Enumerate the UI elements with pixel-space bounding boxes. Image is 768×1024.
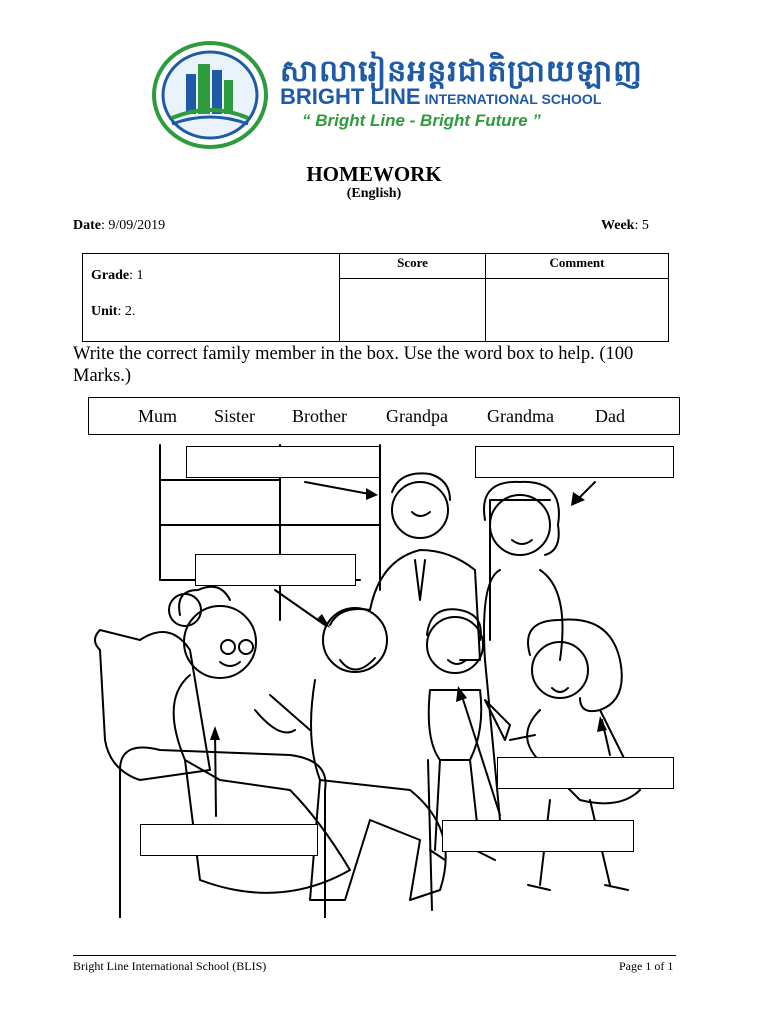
answer-box-mum[interactable] xyxy=(475,446,674,478)
date-line xyxy=(73,218,165,234)
grade-line xyxy=(91,268,144,284)
unit-label: Unit xyxy=(91,304,118,319)
unit-value: : 2. xyxy=(117,304,136,319)
grade-label: Grade xyxy=(91,268,130,283)
footer-page-number: Page 1 of 1 xyxy=(619,959,674,973)
family-illustration xyxy=(80,440,700,918)
school-motto: “ Bright Line - Bright Future ” xyxy=(302,111,541,130)
word-dad: Dad xyxy=(595,406,625,426)
unit-line xyxy=(91,304,135,320)
date-value: : 9/09/2019 xyxy=(101,218,166,233)
week-label: Week xyxy=(601,218,635,233)
answer-box-brother[interactable] xyxy=(442,820,634,852)
score-header: Score xyxy=(340,254,485,279)
page-subtitle: (English) xyxy=(346,186,402,201)
score-column xyxy=(340,254,486,341)
comment-column xyxy=(486,254,668,341)
school-logo xyxy=(150,40,270,150)
word-grandma: Grandma xyxy=(487,406,554,426)
instruction-text: Write the correct family member in the box. Use the word box to help. (100 Marks.) xyxy=(73,344,634,386)
school-name-main: BRIGHT LINE xyxy=(280,84,421,109)
school-name-khmer: សាលារៀនអន្តរជាតិប្រាយឡាញ xyxy=(280,54,643,89)
word-mum: Mum xyxy=(138,406,178,426)
footer-school: Bright Line International School (BLIS) xyxy=(73,959,267,973)
word-brother: Brother xyxy=(292,406,347,426)
grade-value: : 1 xyxy=(129,268,144,283)
info-table xyxy=(82,253,669,342)
school-name-sub: INTERNATIONAL SCHOOL xyxy=(424,91,602,107)
week-value: : 5 xyxy=(634,218,649,233)
week-line xyxy=(601,218,649,234)
page-title: HOMEWORK xyxy=(306,162,442,186)
word-sister: Sister xyxy=(214,406,256,426)
grade-unit-cell xyxy=(83,254,340,341)
comment-header: Comment xyxy=(486,254,668,279)
answer-box-grandma[interactable] xyxy=(140,824,318,856)
answer-box-grandpa[interactable] xyxy=(195,554,356,586)
school-name-english xyxy=(280,84,601,110)
word-grandpa: Grandpa xyxy=(386,406,448,426)
footer-divider xyxy=(73,955,676,956)
word-box xyxy=(88,397,680,435)
answer-box-dad[interactable] xyxy=(186,446,380,478)
answer-box-sister[interactable] xyxy=(497,757,674,789)
date-label: Date xyxy=(73,218,101,233)
